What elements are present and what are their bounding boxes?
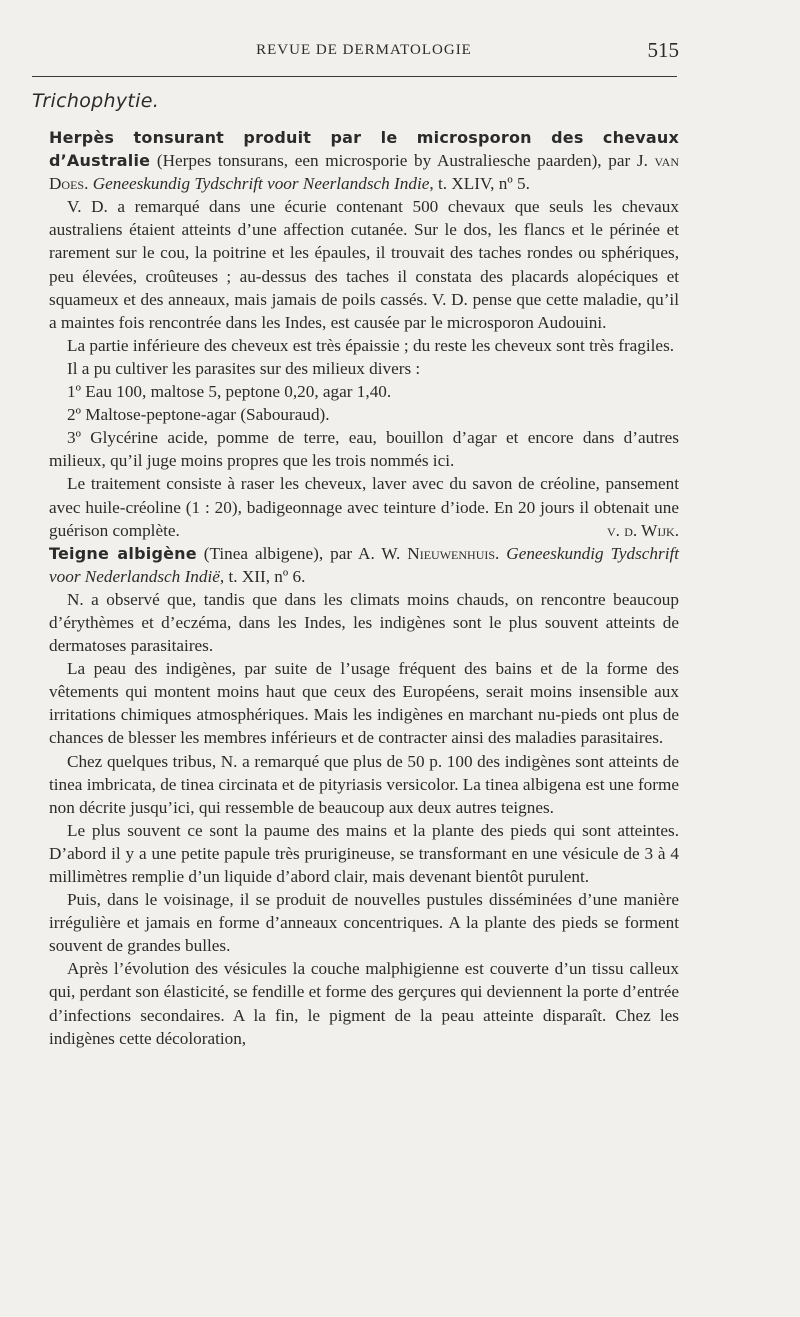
paragraph-text: Le traitement consiste à raser les cheveux, laver avec du savon de créoline, pansement avec huile-créoline (1 : 20), badigeonnage avec teinture d’iode. En 20 jours il obtenait une guérison complète.	[49, 474, 679, 540]
article-2-author: Nieuwenhuis	[407, 543, 496, 563]
paragraph: Puis, dans le voisinage, il se produit de nouvelles pustules disséminées d’une manière irrégulière et jamais en forme d’anneaux concentriques. A la plante des pieds se forment souvent de grandes bulles.	[49, 890, 679, 956]
paragraph: Le plus souvent ce sont la paume des mains et la plante des pieds qui sont atteintes. D’abord il y a une petite papule très prurigineuse, se transformant en une vésicule de 3 à 4 millimètres remplie d’un liquide d’abord clair, mais devenant bientôt purulent.	[49, 820, 679, 886]
paragraph: La partie inférieure des cheveux est très épaissie ; du reste les cheveux sont très fragiles.	[67, 335, 675, 355]
article-2-subtitle: (Tinea albigene), par A. W.	[196, 543, 408, 563]
paragraph: N. a observé que, tandis que dans les climats moins chauds, on rencontre beaucoup d’érythèmes et d’eczéma, dans les Indes, les indigènes sont le plus souvent atteints de dermatoses parasitaires.	[49, 589, 679, 656]
running-title: REVUE DE DERMATOLOGIE	[256, 42, 472, 58]
article-2-title	[49, 542, 679, 588]
article-1-journal: Geneeskundig Tydschrift voor Neerlandsch Indie	[92, 174, 430, 194]
article-1-author: van Does	[49, 151, 679, 194]
article-1-subtitle: (Herpes tonsurans, een microsporie by Australiesche paarden), par J.	[150, 151, 655, 171]
section-title: Trichophytie.	[32, 90, 160, 112]
journal-page	[32, 34, 680, 1050]
article-2-citation: , t. XII, nº 6.	[219, 566, 306, 586]
paragraph: V. D. a remarqué dans une écurie contenant 500 chevaux que seuls les chevaux australiens étaient atteints d’une affection cutanée. Sur le dos, les flancs et le périnée et rarement sur le cou, la poitrine et les épaules, il trouvait des taches rondes ou sphériques, peu élevées, croûteuses ; au-dessus des taches il constata des placards alopéciques et squameux et des anneaux, mais jamais de poils cassés. V. D. pense que cette maladie, qu’il a maintes fois rencontrée dans les Indes, est causée par le microsporon Audouini.	[49, 197, 679, 332]
article-2-after-author: .	[495, 543, 507, 563]
article-2-journal: Geneeskundig Tydschrift voor Nederlandsch Indië	[49, 543, 680, 586]
article-body	[49, 126, 679, 1050]
paragraph: La peau des indigènes, par suite de l’usage fréquent des bains et de la forme des vêtements qui montent moins haut que ceux des Européens, serait moins insensible aux irritations chimiques atmosphériques. Mais les indigènes en marchant nu-pieds ont plus de chances de blesser les membres inférieurs et de contracter ainsi des maladies parasitaires.	[49, 659, 679, 748]
paragraph: Après l’évolution des vésicules la couche malphigienne est couverte d’un tissu calleux qui, perdant son élasticité, se fendille et forme des gerçures qui deviennent la porte d’entrée d’infections secondaires. A la fin, le pigment de la peau atteinte disparaît. Chez les indigènes cette décoloration,	[49, 959, 679, 1048]
header-rule	[32, 76, 677, 77]
paragraph: Il a pu cultiver les parasites sur des milieux divers :	[67, 358, 421, 378]
article-1-citation: , t. XLIV, nº 5.	[429, 174, 530, 194]
article-1-heading: Herpès tonsurant produit par le microsporon des chevaux d’Australie	[49, 128, 679, 171]
signature: v. d. Wijk.	[606, 520, 679, 540]
paragraph: 2º Maltose-peptone-agar (Sabouraud).	[67, 405, 330, 425]
article-1-title	[49, 126, 679, 195]
paragraph: Chez quelques tribus, N. a remarqué que plus de 50 p. 100 des indigènes sont atteints de tinea imbricata, de tinea circinata et de pityriasis versicolor. La tinea albigena est une forme non décrite jusqu’ici, qui ressemble de beaucoup aux deux autres teignes.	[49, 751, 679, 817]
article-2-heading: Teigne albigène	[49, 543, 197, 563]
paragraph: 3º Glycérine acide, pomme de terre, eau, bouillon d’agar et encore dans d’autres milieux, qu’il juge moins propres que les trois nommés ici.	[49, 428, 679, 471]
paragraph: 1º Eau 100, maltose 5, peptone 0,20, agar 1,40.	[67, 382, 392, 402]
running-head	[49, 34, 679, 64]
paragraph-with-signature	[49, 472, 679, 541]
article-1-after-author: .	[84, 174, 93, 194]
page-number: 515	[647, 38, 679, 62]
